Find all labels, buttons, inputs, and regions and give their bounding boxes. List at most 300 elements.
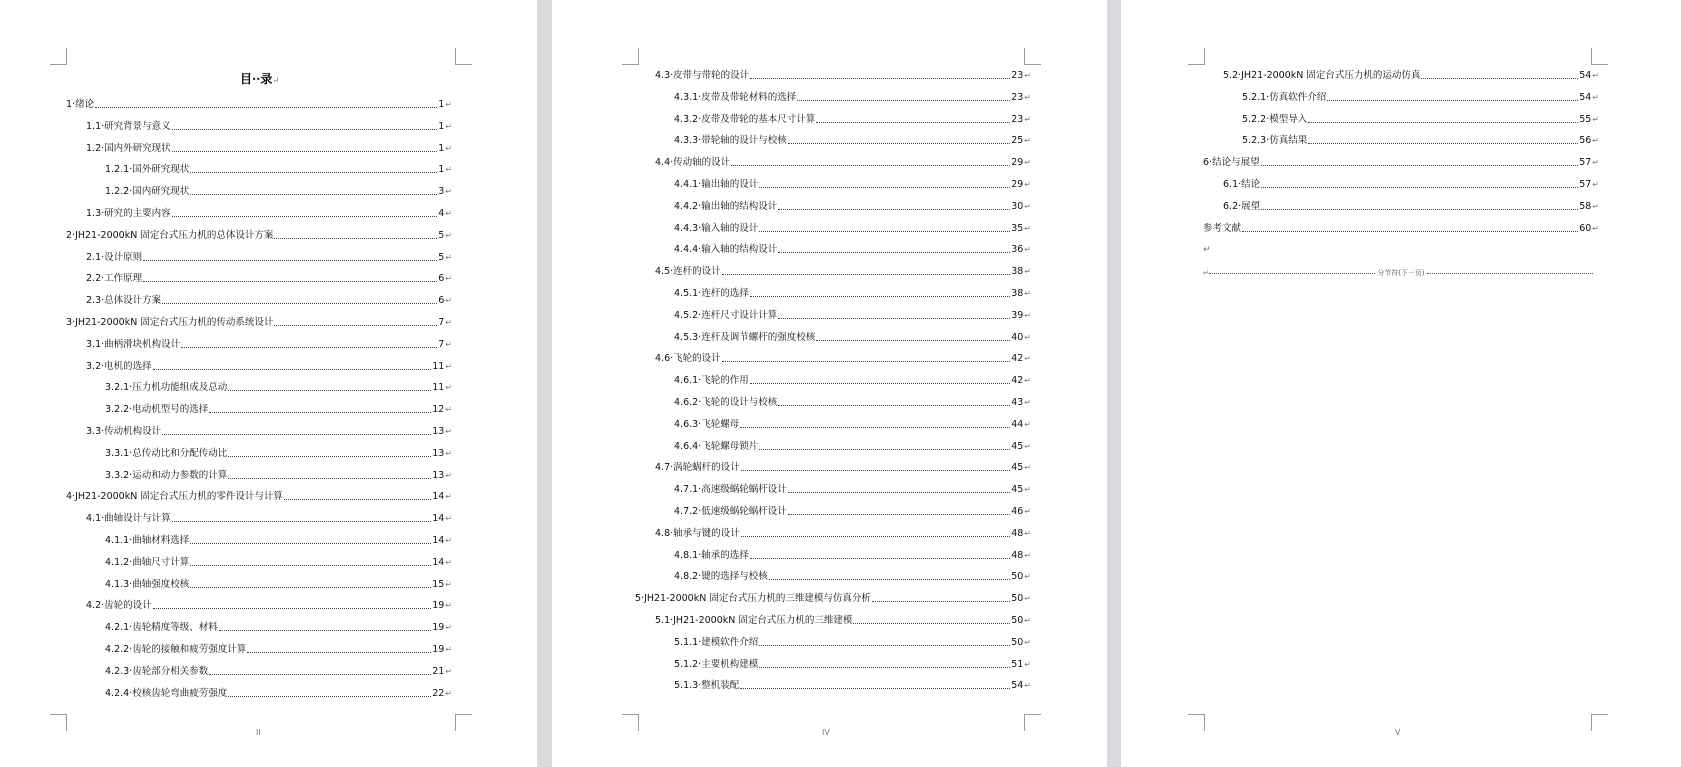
paragraph-mark: ↵: [445, 536, 452, 545]
page-footer-number: IV: [822, 728, 830, 737]
toc-leader-dots: [750, 296, 1011, 297]
toc-entry-label: 1.2·国内外研究现状: [86, 142, 171, 154]
toc-entry[interactable]: [105, 664, 452, 678]
toc-entry-label: 4.1·曲轴设计与计算: [86, 513, 171, 525]
toc-entry-page: 35: [1011, 222, 1024, 234]
toc-leader-dots: [778, 252, 1010, 253]
crop-mark-bottom-right: [455, 714, 472, 731]
toc-entry[interactable]: [674, 482, 1031, 496]
toc-leader-dots: [759, 667, 1010, 668]
toc-entry-label: 4.6.4·飞轮螺母锁片: [674, 440, 759, 452]
toc-entry[interactable]: [674, 199, 1031, 213]
paragraph-mark: ↵: [445, 121, 452, 131]
toc-leader-dots: [95, 107, 437, 108]
toc-entry-label: 4.6.3·飞轮螺母: [674, 418, 740, 430]
toc-entry-label: 2.1·设计原则: [86, 251, 143, 263]
toc-entry[interactable]: [655, 155, 1031, 169]
toc-entry-label: 2.3·总体设计方案: [86, 295, 162, 307]
paragraph-mark: ↵: [1024, 136, 1031, 146]
toc-entry[interactable]: [105, 162, 452, 176]
toc-entry-page: 45: [1011, 462, 1024, 474]
toc-leader-dots: [853, 623, 1010, 624]
crop-mark-bottom-left: [622, 714, 639, 731]
toc-entry[interactable]: [66, 489, 452, 503]
toc-entry[interactable]: [674, 177, 1031, 191]
toc-leader-dots: [172, 216, 438, 217]
toc-entry-page: 42: [1011, 375, 1024, 387]
paragraph-mark: ↵: [445, 165, 452, 175]
section-break: [1203, 268, 1593, 278]
paragraph-mark: ↵: [445, 470, 452, 480]
toc-entry-page: 45: [1011, 484, 1024, 496]
toc-leader-dots: [228, 456, 431, 457]
toc-entry[interactable]: [674, 439, 1031, 453]
toc-leader-dots: [162, 303, 437, 304]
toc-leader-dots: [750, 558, 1011, 559]
toc-entry-label: 4.1.2·曲轴尺寸计算: [105, 556, 190, 568]
toc-entry[interactable]: [674, 242, 1031, 256]
toc-entry-label: 6.2·展望: [1223, 200, 1261, 212]
toc-entry-page: 56: [1579, 135, 1592, 147]
toc-entry-label: 4.5.1·连杆的选择: [674, 288, 749, 299]
paragraph-mark: ↵: [1024, 267, 1031, 277]
toc-entry[interactable]: [105, 686, 452, 700]
toc-leader-dots: [759, 231, 1010, 232]
toc-leader-dots: [788, 492, 1011, 493]
paragraph-mark: ↵: [1024, 528, 1031, 538]
paragraph-mark: ↵: [1024, 180, 1031, 189]
paragraph-mark: ↵: [445, 448, 452, 458]
toc-entry-page: 60: [1579, 222, 1592, 234]
toc-entry[interactable]: [105, 380, 452, 394]
toc-leader-dots: [759, 645, 1010, 646]
toc-entry-page: 1: [438, 99, 445, 110]
toc-entry-label: 3.2.2·电动机型号的选择: [105, 404, 209, 416]
toc-entry[interactable]: [86, 424, 452, 438]
toc-entry-page: 11: [432, 360, 445, 372]
toc-entry[interactable]: [674, 635, 1031, 649]
toc-entry[interactable]: [655, 526, 1031, 540]
paragraph-mark: ↵: [1024, 376, 1031, 386]
toc-entry-label: 4.4.4·输入轴的结构设计: [674, 244, 778, 256]
toc-entry-page: 50: [1011, 636, 1024, 648]
toc-leader-dots: [741, 470, 1011, 471]
page-footer-number: II: [256, 728, 261, 737]
toc-entry[interactable]: [1223, 199, 1599, 213]
toc-entry-label: 4.8·轴承与键的设计: [655, 527, 740, 539]
paragraph-mark: ↵: [445, 252, 452, 262]
toc-entry-page: 50: [1011, 571, 1024, 583]
toc-entry-page: 5: [438, 229, 445, 241]
toc-entry-label: 4.2.2·齿轮的接触和疲劳强度计算: [105, 644, 247, 655]
toc-leader-dots: [759, 449, 1010, 450]
crop-mark-top-right: [455, 48, 472, 65]
toc-entry-page: 29: [1011, 157, 1024, 169]
toc-entry-label: 4.6.1·飞轮的作用: [674, 375, 749, 387]
toc-entry-page: 25: [1011, 135, 1024, 147]
toc-leader-dots: [816, 340, 1010, 341]
toc-entry-label: 1.2.2·国内研究现状: [105, 186, 190, 198]
toc-entry-page: 58: [1579, 200, 1592, 212]
paragraph-mark: ↵: [445, 514, 452, 524]
toc-entry[interactable]: [86, 250, 452, 264]
toc-entry[interactable]: [674, 395, 1031, 409]
paragraph-mark: ↵: [445, 230, 452, 240]
paragraph-mark: ↵: [1024, 223, 1031, 233]
toc-entry-page: 46: [1011, 506, 1024, 517]
toc-entry[interactable]: [674, 90, 1031, 104]
paragraph-mark: ↵: [1592, 114, 1599, 124]
toc-entry-label: 5.2.2·模型导入: [1242, 113, 1308, 125]
toc-entry-label: 3.1·曲柄滑块机构设计: [86, 338, 181, 350]
toc-leader-dots: [740, 427, 1010, 428]
toc-entry[interactable]: [66, 228, 452, 242]
toc-entry-page: 54: [1579, 70, 1592, 81]
paragraph-mark: ↵: [1024, 594, 1031, 604]
toc-entry[interactable]: [655, 613, 1031, 627]
toc-entry-page: 23: [1011, 91, 1024, 103]
toc-entry-label: 4.3.3·带轮轴的设计与校核: [674, 135, 787, 147]
empty-paragraph-mark: ↵: [1203, 245, 1211, 255]
paragraph-mark: ↵: [445, 645, 452, 654]
toc-entry-label: 4.2.3·齿轮部分相关参数: [105, 665, 209, 677]
toc-leader-dots: [722, 274, 1011, 275]
toc-leader-dots: [247, 652, 431, 653]
toc-leader-dots: [143, 260, 437, 261]
toc-entry-page: 6: [438, 273, 445, 285]
toc-leader-dots: [872, 601, 1010, 602]
paragraph-mark: ↵: [1203, 269, 1209, 277]
document-page-1: [0, 0, 537, 767]
toc-entry-page: 13: [432, 469, 445, 481]
toc-entry[interactable]: [655, 68, 1031, 82]
toc-entry[interactable]: [1223, 68, 1599, 82]
crop-mark-top-left: [1188, 48, 1205, 65]
crop-mark-bottom-right: [1591, 714, 1608, 731]
toc-entry-page: 57: [1579, 157, 1592, 169]
toc-entry-page: 54: [1579, 91, 1592, 103]
toc-entry[interactable]: [105, 577, 452, 591]
paragraph-mark: ↵: [1024, 92, 1031, 102]
toc-entry[interactable]: [655, 460, 1031, 474]
toc-entry-label: 4.5.3·连杆及调节螺杆的强度校核: [674, 331, 816, 343]
toc-entry[interactable]: [1203, 221, 1599, 235]
paragraph-mark: ↵: [445, 601, 452, 611]
toc-entry[interactable]: [674, 373, 1031, 387]
paragraph-mark: ↵: [1592, 92, 1599, 102]
toc-entry-label: 4.6·飞轮的设计: [655, 353, 721, 365]
toc-leader-dots: [750, 383, 1011, 384]
toc-entry[interactable]: [86, 359, 452, 373]
toc-entry-label: 1.2.1·国外研究现状: [105, 164, 190, 176]
paragraph-mark: ↵: [445, 623, 452, 633]
toc-entry[interactable]: [86, 598, 452, 612]
toc-entry-page: 42: [1011, 353, 1024, 365]
toc-leader-dots: [228, 696, 431, 697]
toc-entry[interactable]: [86, 141, 452, 155]
toc-entry[interactable]: [655, 264, 1031, 278]
toc-entry-page: 48: [1011, 527, 1024, 539]
toc-title-text: 目··录: [240, 72, 273, 86]
toc-leader-dots: [190, 543, 431, 544]
toc-entry[interactable]: [1242, 112, 1599, 126]
toc-entry-page: 54: [1011, 680, 1024, 692]
toc-entry-page: 30: [1011, 200, 1024, 212]
toc-entry[interactable]: [674, 330, 1031, 344]
paragraph-mark: ↵: [445, 209, 452, 218]
toc-entry-page: 15: [432, 578, 445, 590]
toc-entry-label: 4.2.1·齿轮精度等级、材料: [105, 622, 218, 634]
toc-leader-dots: [778, 318, 1010, 319]
paragraph-mark: ↵: [445, 274, 452, 284]
toc-entry-page: 7: [438, 317, 445, 328]
toc-leader-dots: [190, 565, 431, 566]
toc-entry[interactable]: [655, 351, 1031, 365]
toc-entry-label: 4.7.2·低速级蜗轮蜗杆设计: [674, 506, 787, 517]
toc-entry-page: 57: [1579, 179, 1592, 190]
toc-entry[interactable]: [674, 286, 1031, 300]
toc-entry[interactable]: [105, 533, 452, 547]
toc-entry-label: 4.2.4·校核齿轮弯曲疲劳强度: [105, 687, 228, 699]
crop-mark-top-left: [50, 48, 67, 65]
paragraph-mark: ↵: [1024, 550, 1031, 560]
toc-entry-label: 4.4.1·输出轴的设计: [674, 179, 759, 190]
toc-entry-page: 21: [432, 665, 445, 677]
toc-leader-dots: [1421, 78, 1578, 79]
toc-entry[interactable]: [86, 206, 452, 220]
toc-leader-dots: [1261, 209, 1578, 210]
toc-entry-page: 51: [1011, 658, 1024, 670]
toc-entry-page: 19: [432, 644, 445, 655]
toc-entry-label: 5.2·JH21-2000kN 固定台式压力机的运动仿真: [1223, 70, 1421, 81]
toc-entry-label: 4.3·皮带与带轮的设计: [655, 70, 750, 81]
paragraph-mark: ↵: [1592, 180, 1599, 189]
toc-entry-label: 4.8.2·键的选择与校核: [674, 571, 768, 583]
toc-entry-label: 4.7·涡轮蜗杆的设计: [655, 462, 740, 474]
toc-entry-label: 3.3·传动机构设计: [86, 426, 162, 437]
toc-entry[interactable]: [86, 337, 452, 351]
toc-leader-dots: [722, 361, 1011, 362]
toc-leader-dots: [788, 143, 1011, 144]
toc-entry-page: 1: [438, 142, 445, 154]
toc-entry-page: 7: [438, 338, 445, 350]
paragraph-mark: ↵: [1592, 223, 1599, 233]
toc-entry-page: 29: [1011, 179, 1024, 190]
paragraph-mark: ↵: [445, 187, 452, 197]
toc-entry-page: 23: [1011, 70, 1024, 81]
paragraph-mark: ↵: [1024, 637, 1031, 647]
toc-entry-page: 14: [432, 513, 445, 525]
toc-entry-label: 3.2·电机的选择: [86, 360, 152, 372]
toc-entry-label: 4.1.1·曲轴材料选择: [105, 535, 190, 546]
toc-leader-dots: [172, 521, 432, 522]
toc-entry[interactable]: [1242, 90, 1599, 104]
toc-leader-dots: [219, 630, 432, 631]
toc-entry[interactable]: [105, 446, 452, 460]
toc-entry[interactable]: [86, 271, 452, 285]
paragraph-mark: ↵: [1024, 507, 1031, 516]
paragraph-mark: ↵: [445, 143, 452, 153]
toc-entry-label: 4.4.3·输入轴的设计: [674, 222, 759, 234]
crop-mark-bottom-left: [50, 714, 67, 731]
paragraph-mark: ↵: [1024, 158, 1031, 168]
paragraph-mark: ↵: [445, 100, 452, 109]
toc-entry-label: 5.1·JH21-2000kN 固定台式压力机的三维建模: [655, 615, 853, 626]
toc-entry-page: 13: [432, 447, 445, 459]
toc-leader-dots: [759, 187, 1010, 188]
toc-entry-label: 2.2·工作原理: [86, 273, 143, 285]
toc-leader-dots: [143, 281, 437, 282]
crop-mark-top-right: [1024, 48, 1041, 65]
toc-entry-label: 3.3.1·总传动比和分配传动比: [105, 447, 228, 459]
toc-entry-page: 3: [438, 186, 445, 198]
paragraph-mark: ↵: [445, 666, 452, 676]
toc-entry[interactable]: [674, 678, 1031, 692]
paragraph-mark: ↵: [445, 318, 452, 327]
toc-entry-label: 5.1.2·主要机构建模: [674, 658, 759, 670]
toc-entry[interactable]: [674, 133, 1031, 147]
toc-entry-page: 22: [432, 687, 445, 699]
toc-leader-dots: [1242, 231, 1578, 232]
toc-entry[interactable]: [674, 504, 1031, 518]
toc-leader-dots: [284, 499, 431, 500]
document-page-3: [1121, 0, 1681, 767]
paragraph-mark: ↵: [1592, 158, 1599, 168]
toc-entry-label: 4.4·传动轴的设计: [655, 157, 731, 169]
toc-entry[interactable]: [86, 293, 452, 307]
toc-leader-dots: [190, 194, 437, 195]
toc-entry-page: 39: [1011, 309, 1024, 321]
paragraph-mark: ↵: [1024, 419, 1031, 429]
toc-leader-dots: [769, 579, 1011, 580]
toc-leader-dots: [190, 587, 431, 588]
toc-entry-label: 5.1.1·建模软件介绍: [674, 636, 759, 648]
toc-entry[interactable]: [105, 468, 452, 482]
paragraph-mark: ↵: [1024, 463, 1031, 473]
paragraph-mark: ↵: [445, 405, 452, 415]
toc-entry[interactable]: [86, 511, 452, 525]
toc-leader-dots: [162, 434, 431, 435]
toc-entry[interactable]: [674, 112, 1031, 126]
toc-leader-dots: [778, 405, 1010, 406]
toc-entry[interactable]: [105, 184, 452, 198]
toc-entry-page: 5: [438, 251, 445, 263]
paragraph-mark: ↵: [445, 296, 452, 306]
crop-mark-bottom-right: [1024, 714, 1041, 731]
toc-entry[interactable]: [1242, 133, 1599, 147]
toc-entry-page: 44: [1011, 418, 1024, 430]
toc-leader-dots: [153, 369, 432, 370]
toc-leader-dots: [731, 165, 1010, 166]
toc-entry[interactable]: [674, 548, 1031, 562]
toc-entry-page: 14: [432, 491, 445, 503]
toc-leader-dots: [1308, 122, 1578, 123]
toc-leader-dots: [778, 209, 1010, 210]
toc-entry[interactable]: [674, 308, 1031, 322]
toc-entry-label: 4.5·连杆的设计: [655, 266, 721, 278]
toc-leader-dots: [1327, 100, 1578, 101]
toc-entry-label: 3.2.1·压力机功能组成及总动: [105, 382, 228, 394]
paragraph-mark: ↵: [1024, 71, 1031, 80]
toc-entry[interactable]: [105, 555, 452, 569]
toc-entry-page: 1: [438, 120, 445, 132]
toc-entry-page: 13: [432, 426, 445, 437]
toc-entry-label: 4.7.1·高速级蜗轮蜗杆设计: [674, 484, 787, 496]
toc-entry-page: 1: [438, 164, 445, 176]
paragraph-mark: ↵: [1024, 441, 1031, 451]
toc-leader-dots: [1261, 187, 1578, 188]
paragraph-mark: ↵: [1024, 354, 1031, 364]
toc-leader-dots: [797, 100, 1010, 101]
toc-entry-label: 3.3.2·运动和动力参数的计算: [105, 469, 228, 481]
paragraph-mark: ↵: [1024, 572, 1031, 582]
toc-entry-page: 14: [432, 535, 445, 546]
toc-entry-label: 4.6.2·飞轮的设计与校核: [674, 397, 778, 408]
toc-entry[interactable]: [105, 642, 452, 656]
toc-entry-label: 4.4.2·输出轴的结构设计: [674, 200, 778, 212]
toc-entry[interactable]: [1203, 155, 1599, 169]
toc-entry[interactable]: [674, 417, 1031, 431]
paragraph-mark: ↵: [1024, 485, 1031, 495]
toc-leader-dots: [741, 536, 1011, 537]
paragraph-mark: ↵: [445, 492, 452, 502]
toc-entry-label: 4.2·齿轮的设计: [86, 600, 152, 612]
toc-entry-label: 5.2.3·仿真结果: [1242, 135, 1308, 147]
toc-leader-dots: [153, 608, 432, 609]
toc-entry-page: 4: [438, 208, 445, 219]
toc-leader-dots: [209, 674, 431, 675]
paragraph-mark: ↵: [1024, 616, 1031, 625]
paragraph-mark: ↵: [445, 361, 452, 371]
toc-entry-page: 50: [1011, 615, 1024, 626]
toc-entry-page: 38: [1011, 266, 1024, 278]
toc-entry-page: 19: [432, 622, 445, 634]
toc-entry-label: 6·结论与展望: [1203, 157, 1260, 169]
crop-mark-bottom-left: [1188, 714, 1205, 731]
toc-entry-label: 5.1.3·整机装配: [674, 680, 740, 692]
toc-leader-dots: [740, 688, 1010, 689]
toc-leader-dots: [274, 325, 437, 326]
toc-entry[interactable]: [105, 620, 452, 634]
paragraph-mark: ↵: [445, 579, 452, 589]
toc-entry-page: 55: [1579, 113, 1592, 125]
toc-entry[interactable]: [674, 221, 1031, 235]
toc-entry[interactable]: [635, 591, 1031, 605]
paragraph-mark: ↵: [445, 383, 452, 393]
toc-entry-label: 4.1.3·曲轴强度校核: [105, 578, 190, 590]
toc-entry-label: 6.1·结论: [1223, 179, 1261, 190]
toc-leader-dots: [274, 238, 437, 239]
paragraph-mark: ↵: [1024, 245, 1031, 255]
toc-entry[interactable]: [674, 569, 1031, 583]
toc-leader-dots: [1261, 165, 1579, 166]
toc-entry[interactable]: [105, 402, 452, 416]
section-break-line-right: [1427, 273, 1593, 274]
toc-entry-label: 4.3.1·皮带及带轮材料的选择: [674, 91, 797, 103]
toc-leader-dots: [228, 478, 431, 479]
toc-entry-label: 2·JH21-2000kN 固定台式压力机的总体设计方案: [66, 229, 274, 241]
toc-entry-label: 3·JH21-2000kN 固定台式压力机的传动系统设计: [66, 317, 274, 328]
document-page-2: [552, 0, 1107, 767]
toc-entry[interactable]: [674, 657, 1031, 671]
paragraph-mark: ↵: [1024, 398, 1031, 407]
paragraph-mark: ↵: [1024, 332, 1031, 342]
toc-entry[interactable]: [86, 119, 452, 133]
crop-mark-top-right: [1591, 48, 1608, 65]
toc-entry[interactable]: [66, 97, 452, 111]
toc-entry[interactable]: [66, 315, 452, 329]
toc-entry[interactable]: [1223, 177, 1599, 191]
